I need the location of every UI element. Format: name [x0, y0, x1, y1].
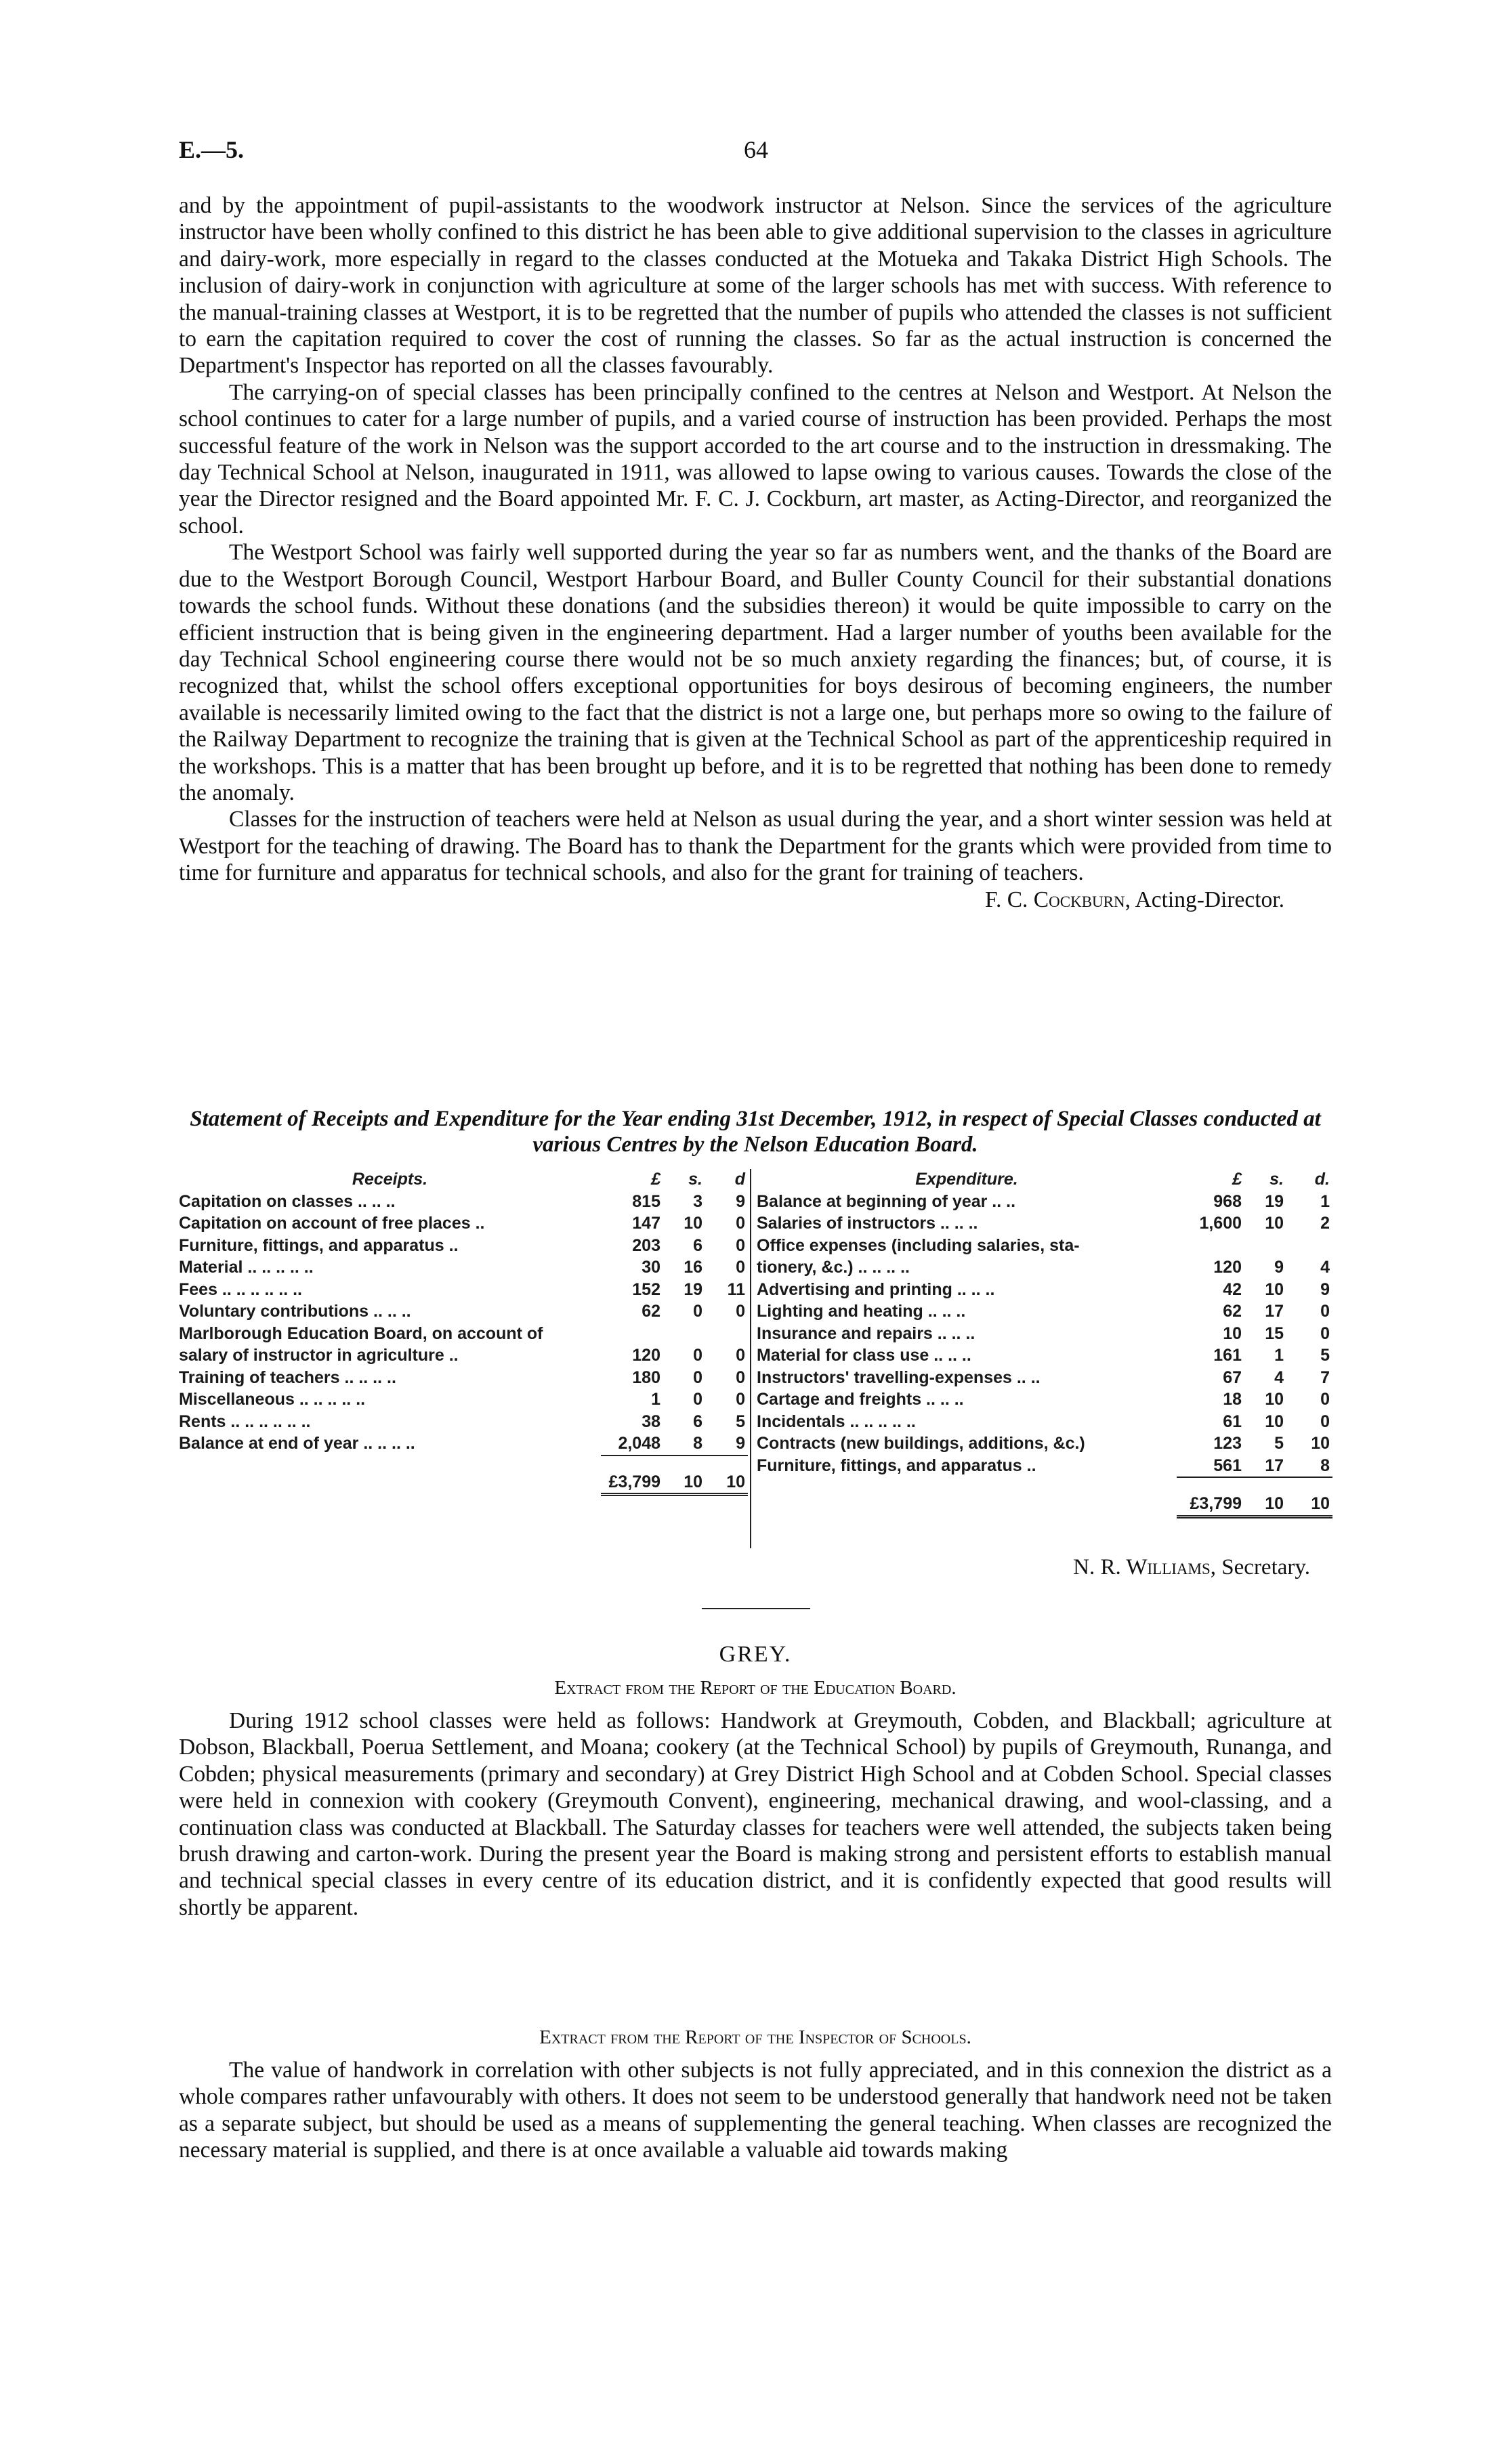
nelson-report-text [179, 192, 1332, 913]
receipt-shillings: 6 [693, 1411, 702, 1431]
subheading-inspector: Extract from the Report of the Inspector of Schools. [539, 2026, 971, 2048]
receipt-label: Miscellaneous .. .. .. .. .. [179, 1390, 366, 1409]
receipt-shillings: 3 [693, 1191, 702, 1211]
expenditure-pence: 4 [1320, 1258, 1330, 1277]
receipt-label: Marlborough Education Board, on account of [179, 1323, 543, 1343]
receipt-label: Material .. .. .. .. .. [179, 1258, 314, 1277]
expenditure-total: £3,799 [1177, 1477, 1244, 1516]
signature-name: F. C. Cockburn [985, 887, 1125, 912]
expenditure-shillings: 1 [1274, 1346, 1284, 1365]
receipts-table [179, 1168, 748, 1496]
column-shillings: s. [1269, 1170, 1284, 1189]
expenditure-shillings: 10 [1265, 1279, 1284, 1299]
receipt-shillings: 6 [693, 1235, 702, 1255]
receipt-pence: 9 [736, 1191, 745, 1211]
receipt-row [179, 1279, 748, 1301]
receipt-pounds: 30 [642, 1258, 660, 1277]
paragraph: Classes for the instruction of teachers were held at Nelson as usual during the year, and a short winter session was held at Westport for the teaching of drawing. The Board has to thank the Department for the grants which were provided from time to time for furniture and apparatus for technical schools, and also for the grant for training of teachers. [179, 807, 1332, 886]
expenditure-label: Salaries of instructors .. .. .. [757, 1214, 978, 1233]
receipt-row [179, 1191, 748, 1213]
column-pounds: £ [651, 1170, 660, 1189]
receipts-total-shillings: 10 [663, 1456, 705, 1495]
paragraph: During 1912 school classes were held as follows: Handwork at Greymouth, Cobden, and Blackball; agriculture at Dobson, Blackball, Poerua Settlement, and Moana; cookery (at the Technical School) by pupils of Greymouth, Runanga, and Cobden; physical measurements (primary and secondary) at Grey District High School and at Cobden School. Special classes were held in connexion with cookery (Greymouth Convent), engineering, mechanical drawing, and wool-classing, and a continuation class was conducted at Blackball. The Saturday classes for teachers were well attended, the subjects taken being brush drawing and carton-work. During the present year the Board is making strong and persistent efforts to establish manual and technical special classes in every centre of its education district, and it is confidently expected that good results will shortly be apparent. [179, 1708, 1332, 1920]
director-signature [179, 887, 1332, 913]
signature-title: , Acting-Director. [1125, 887, 1284, 912]
expenditure-row [757, 1235, 1332, 1257]
receipt-row [179, 1300, 748, 1323]
expenditure-label: Advertising and printing .. .. .. [757, 1279, 995, 1299]
expenditure-label: Office expenses (including salaries, sta- [757, 1235, 1080, 1255]
receipt-shillings: 0 [693, 1390, 702, 1409]
receipt-shillings: 0 [693, 1302, 702, 1321]
expenditure-total-row [757, 1477, 1332, 1516]
expenditure-shillings: 19 [1265, 1191, 1284, 1211]
expenditure-pence: 0 [1320, 1411, 1330, 1431]
receipt-row [179, 1411, 748, 1433]
expenditure-label: Cartage and freights .. .. .. [757, 1390, 964, 1409]
receipts-heading: Receipts. [352, 1170, 428, 1189]
expenditure-pence: 10 [1311, 1434, 1330, 1453]
expenditure-label: Material for class use .. .. .. [757, 1346, 971, 1365]
expenditure-shillings: 15 [1265, 1323, 1284, 1343]
expenditure-label: Instructors' travelling-expenses .. .. [757, 1367, 1041, 1387]
receipt-pence: 9 [736, 1434, 745, 1453]
paragraph: The value of handwork in correlation with other subjects is not fully appreciated, and in this connexion the district as a whole compares rather unfavourably with others. It does not seem to be understood generally that handwork need not be taken as a separate subject, but should be used as a means of supplementing the general teaching. When classes are recognized the necessary material is supplied, and there is at once available a valuable aid towards making [179, 2058, 1332, 2163]
column-divider [750, 1169, 751, 1548]
receipt-pounds: 152 [632, 1279, 660, 1299]
receipt-pounds: 62 [642, 1302, 660, 1321]
receipt-shillings: 0 [693, 1367, 702, 1387]
expenditure-label: Insurance and repairs .. .. .. [757, 1323, 975, 1343]
expenditure-shillings [1244, 1235, 1286, 1257]
receipt-pounds: 203 [632, 1235, 660, 1255]
secretary-signature [1073, 1555, 1310, 1580]
receipt-shillings: 8 [693, 1434, 702, 1453]
receipt-label: Fees .. .. .. .. .. .. [179, 1279, 303, 1299]
receipt-row [179, 1323, 748, 1345]
expenditure-pence: 5 [1320, 1346, 1330, 1365]
receipt-label: Furniture, fittings, and apparatus .. [179, 1235, 459, 1255]
expenditure-pounds: 10 [1223, 1323, 1242, 1343]
receipts-total-pence: 10 [705, 1456, 748, 1495]
expenditure-pence: 0 [1320, 1302, 1330, 1321]
receipt-row [179, 1388, 748, 1411]
expenditure-row [757, 1344, 1332, 1367]
receipt-row [179, 1256, 748, 1279]
receipt-row [179, 1344, 748, 1367]
receipt-shillings: 19 [684, 1279, 702, 1299]
expenditure-shillings: 4 [1274, 1367, 1284, 1387]
receipt-label: Rents .. .. .. .. .. .. [179, 1411, 311, 1431]
receipt-label: Balance at end of year .. .. .. .. [179, 1434, 415, 1453]
expenditure-row [757, 1388, 1332, 1411]
document-reference: E.—5. [179, 136, 245, 163]
receipt-pounds [601, 1323, 663, 1345]
expenditure-row [757, 1212, 1332, 1235]
expenditure-pounds: 123 [1213, 1434, 1242, 1453]
column-shillings: s. [688, 1170, 702, 1189]
receipt-shillings: 0 [693, 1346, 702, 1365]
column-pence: d [734, 1170, 745, 1189]
expenditure-pounds: 161 [1213, 1346, 1242, 1365]
expenditure-pounds: 968 [1213, 1191, 1242, 1211]
statement-title: Statement of Receipts and Expenditure for the Year ending 31st December, 1912, in respect of Special Classes conducted at various Centres by the Nelson Education Board. [190, 1107, 1321, 1157]
expenditure-total-pence: 10 [1286, 1477, 1332, 1516]
expenditure-row [757, 1432, 1332, 1455]
expenditure-shillings: 10 [1265, 1390, 1284, 1409]
expenditure-heading: Expenditure. [915, 1170, 1018, 1189]
expenditure-pounds [1177, 1235, 1244, 1257]
receipt-pence: 0 [736, 1390, 745, 1409]
expenditure-label: Contracts (new buildings, additions, &c.) [757, 1434, 1085, 1453]
expenditure-pounds: 62 [1223, 1302, 1242, 1321]
subheading-education-board: Extract from the Report of the Education Board. [554, 1677, 957, 1699]
expenditure-pence: 0 [1320, 1390, 1330, 1409]
receipt-label: Capitation on classes .. .. .. [179, 1191, 396, 1211]
receipt-pounds: 815 [632, 1191, 660, 1211]
expenditure-pence: 0 [1320, 1323, 1330, 1343]
receipt-pounds: 147 [632, 1214, 660, 1233]
receipt-row [179, 1212, 748, 1235]
expenditure-pounds: 61 [1223, 1411, 1242, 1431]
receipt-pounds: 180 [632, 1367, 660, 1387]
expenditure-pounds: 67 [1223, 1367, 1242, 1387]
expenditure-row [757, 1300, 1332, 1323]
receipt-pence: 0 [736, 1302, 745, 1321]
expenditure-pence: 8 [1320, 1456, 1330, 1475]
receipt-shillings: 16 [684, 1258, 702, 1277]
receipt-row [179, 1432, 748, 1456]
expenditure-row [757, 1279, 1332, 1301]
expenditure-pence [1286, 1235, 1332, 1257]
receipt-row [179, 1235, 748, 1257]
receipt-pence: 5 [736, 1411, 745, 1431]
expenditure-pounds: 120 [1213, 1258, 1242, 1277]
paragraph: The Westport School was fairly well supported during the year so far as numbers went, and the thanks of the Board are due to the Westport Borough Council, Westport Harbour Board, and Buller County Council for their substantial donations towards the school funds. Without these donations (and the subsidies thereon) it would be quite impossible to carry on the efficient instruction that is being given in the engineering department. Had a larger number of youths been available for the day Technical School engineering course there would not be so much anxiety regarding the finances; but, of course, it is recognized that, whilst the school offers exceptional opportunities for boys desirous of becoming engineers, the number available is necessarily limited owing to the fact that the district is not a large one, but perhaps more so owing to the failure of the Railway Department to recognize the training that is given at the Technical School as part of the apprenticeship required in the workshops. This is a matter that has been brought up before, and it is to be regretted that nothing has been done to remedy the anomaly. [179, 540, 1332, 805]
expenditure-pence: 1 [1320, 1191, 1330, 1211]
receipt-shillings [663, 1323, 705, 1345]
expenditure-label: Incidentals .. .. .. .. .. [757, 1411, 916, 1431]
paragraph: The carrying-on of special classes has been principally confined to the centres at Nelson and Westport. At Nelson the school continues to cater for a large number of pupils, and a varied course of instruction has been provided. Perhaps the most successful feature of the work in Nelson was the support accorded to the art course and to the instruction in dressmaking. The day Technical School at Nelson, inaugurated in 1911, was allowed to lapse owing to various causes. Towards the close of the year the Director resigned and the Board appointed Mr. F. C. J. Cockburn, art master, as Acting-Director, and reorganized the school. [179, 379, 1332, 538]
expenditure-shillings: 17 [1265, 1302, 1284, 1321]
column-pounds: £ [1232, 1170, 1242, 1189]
expenditure-row [757, 1323, 1332, 1345]
expenditure-shillings: 9 [1274, 1258, 1284, 1277]
receipt-pence: 0 [736, 1258, 745, 1277]
receipt-pounds: 120 [632, 1346, 660, 1365]
receipt-pounds: 2,048 [618, 1434, 660, 1453]
expenditure-pence: 9 [1320, 1279, 1330, 1299]
expenditure-pounds: 561 [1213, 1456, 1242, 1475]
section-divider [702, 1608, 810, 1609]
receipts-total: £3,799 [601, 1456, 663, 1495]
paragraph: and by the appointment of pupil-assistants to the woodwork instructor at Nelson. Since the services of the agriculture instructor have been wholly confined to this district he has been able to give additional supervision to the classes in agriculture and dairy-work, more especially in regard to the classes conducted at the Motueka and Takaka District High Schools. The inclusion of dairy-work in conjunction with agriculture at some of the larger schools has met with success. With reference to the manual-training classes at Westport, it is to be regretted that the number of pupils who attended the classes is not sufficient to earn the capitation required to cover the cost of running the classes. So far as the actual instruction is concerned the Department's Inspector has reported on all the classes favourably. [179, 193, 1332, 379]
expenditure-shillings: 17 [1265, 1456, 1284, 1475]
grey-board-text [179, 1707, 1332, 1921]
signature-name: N. R. Williams [1073, 1555, 1211, 1579]
page-header [179, 135, 1333, 169]
expenditure-pounds: 1,600 [1199, 1214, 1242, 1233]
expenditure-row [757, 1191, 1332, 1213]
receipt-pence: 11 [727, 1279, 745, 1299]
expenditure-row [757, 1411, 1332, 1433]
expenditure-label: Lighting and heating .. .. .. [757, 1302, 966, 1321]
page-number: 64 [744, 136, 768, 163]
expenditure-table [757, 1168, 1332, 1518]
receipt-shillings: 10 [684, 1214, 702, 1233]
expenditure-pence: 7 [1320, 1367, 1330, 1387]
receipt-label: Training of teachers .. .. .. .. [179, 1367, 396, 1387]
receipt-pounds: 38 [642, 1411, 660, 1431]
receipt-row [179, 1367, 748, 1389]
expenditure-label: Furniture, fittings, and apparatus .. [757, 1456, 1036, 1475]
expenditure-label: Balance at beginning of year .. .. [757, 1191, 1016, 1211]
receipt-label: Capitation on account of free places .. [179, 1214, 485, 1233]
receipts-total-row [179, 1456, 748, 1495]
signature-title: , Secretary. [1210, 1555, 1310, 1579]
receipt-pence: 0 [736, 1235, 745, 1255]
receipt-label: Voluntary contributions .. .. .. [179, 1302, 411, 1321]
receipt-pence [705, 1323, 748, 1345]
expenditure-label: tionery, &c.) .. .. .. .. [757, 1258, 910, 1277]
section-heading-grey: GREY. [719, 1642, 792, 1667]
expenditure-pounds: 18 [1223, 1390, 1242, 1409]
receipt-label: salary of instructor in agriculture .. [179, 1346, 459, 1365]
expenditure-pence: 2 [1320, 1214, 1330, 1233]
expenditure-total-shillings: 10 [1244, 1477, 1286, 1516]
expenditure-shillings: 5 [1274, 1434, 1284, 1453]
expenditure-pounds: 42 [1223, 1279, 1242, 1299]
receipt-pounds: 1 [651, 1390, 660, 1409]
column-pence: d. [1314, 1170, 1330, 1189]
expenditure-row [757, 1256, 1332, 1279]
expenditure-shillings: 10 [1265, 1214, 1284, 1233]
expenditure-row [757, 1367, 1332, 1389]
receipt-pence: 0 [736, 1367, 745, 1387]
grey-inspector-text [179, 2057, 1332, 2164]
receipt-pence: 0 [736, 1346, 745, 1365]
expenditure-shillings: 10 [1265, 1411, 1284, 1431]
expenditure-row [757, 1455, 1332, 1478]
receipt-pence: 0 [736, 1214, 745, 1233]
